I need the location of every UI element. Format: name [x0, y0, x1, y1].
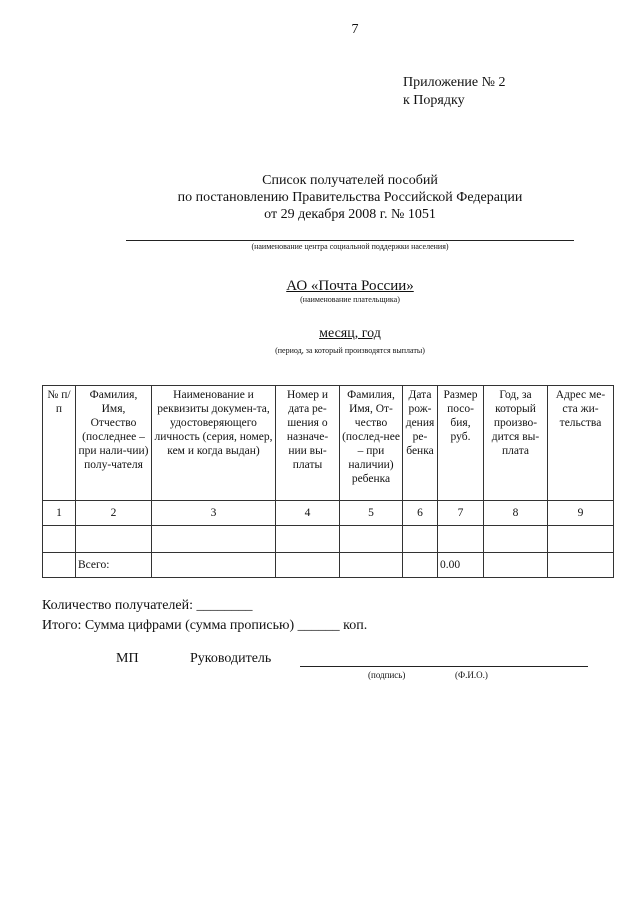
appendix-block	[403, 74, 506, 110]
header-payment-year: Год, за который произво-дится вы-плата	[484, 386, 548, 501]
header-number: № п/п	[43, 386, 76, 501]
table-cell	[43, 526, 76, 553]
recipient-count: Количество получателей: ________	[42, 598, 253, 613]
table-cell	[43, 553, 76, 578]
table-cell	[484, 553, 548, 578]
table-cell	[340, 526, 403, 553]
column-number: 5	[340, 501, 403, 526]
column-number: 7	[438, 501, 484, 526]
period-caption: (период, за который производятся выплаты)	[275, 346, 425, 355]
header-recipient-name: Фамилия, Имя, Отчество (последнее – при нали-чии) полу-чателя	[76, 386, 152, 501]
recipients-table	[42, 385, 614, 578]
document-title	[0, 172, 640, 223]
column-number-row	[43, 501, 614, 526]
title-line-1: Список получателей пособий	[262, 173, 438, 188]
table-cell	[403, 553, 438, 578]
payer-name: АО «Почта России»	[286, 278, 414, 294]
appendix-line-1: Приложение № 2	[403, 75, 506, 90]
table-cell	[548, 526, 614, 553]
empty-data-row	[43, 526, 614, 553]
table-header-row	[43, 386, 614, 501]
column-number: 9	[548, 501, 614, 526]
table-cell	[152, 553, 276, 578]
page-number: 7	[351, 22, 359, 37]
total-label: Всего:	[76, 553, 152, 578]
total-amount: 0.00	[438, 553, 484, 578]
header-address: Адрес ме-ста жи-тельства	[548, 386, 614, 501]
column-number: 6	[403, 501, 438, 526]
header-child-name: Фамилия, Имя, От-чество (послед-нее – при наличии) ребенка	[340, 386, 403, 501]
column-number: 4	[276, 501, 340, 526]
appendix-line-2: к Порядку	[403, 93, 465, 108]
column-number: 8	[484, 501, 548, 526]
table-cell	[76, 526, 152, 553]
signature-line	[300, 666, 588, 667]
table-cell	[548, 553, 614, 578]
period-value: месяц, год	[319, 326, 381, 341]
total-sum: Итого: Сумма цифрами (сумма прописью) ______ коп.	[42, 618, 368, 633]
total-row	[43, 553, 614, 578]
column-number: 3	[152, 501, 276, 526]
column-number: 1	[43, 501, 76, 526]
table-cell	[152, 526, 276, 553]
table-cell	[276, 526, 340, 553]
center-name-caption: (наименование центра социальной поддержки населения)	[251, 242, 449, 251]
header-id-document: Наименование и реквизиты докумен-та, удостоверяющего личность (серия, номер, кем и когда выдан)	[152, 386, 276, 501]
seal-placeholder: МП	[116, 651, 139, 666]
center-name-line	[126, 240, 574, 241]
header-child-birthdate: Дата рож-дения ре-бенка	[403, 386, 438, 501]
signature-caption: (подпись)	[368, 670, 406, 680]
name-caption: (Ф.И.О.)	[455, 670, 488, 680]
title-line-2: по постановлению Правительства Российской Федерации	[177, 190, 523, 205]
table-cell	[340, 553, 403, 578]
table-cell	[276, 553, 340, 578]
title-line-3: от 29 декабря 2008 г. № 1051	[264, 207, 436, 222]
table-cell	[403, 526, 438, 553]
table-cell	[484, 526, 548, 553]
head-label: Руководитель	[190, 651, 272, 666]
header-decision: Номер и дата ре-шения о назначе-нии вы-платы	[276, 386, 340, 501]
header-benefit-amount: Размер посо-бия, руб.	[438, 386, 484, 501]
table-cell	[438, 526, 484, 553]
column-number: 2	[76, 501, 152, 526]
payer-caption: (наименование плательщика)	[300, 295, 400, 304]
